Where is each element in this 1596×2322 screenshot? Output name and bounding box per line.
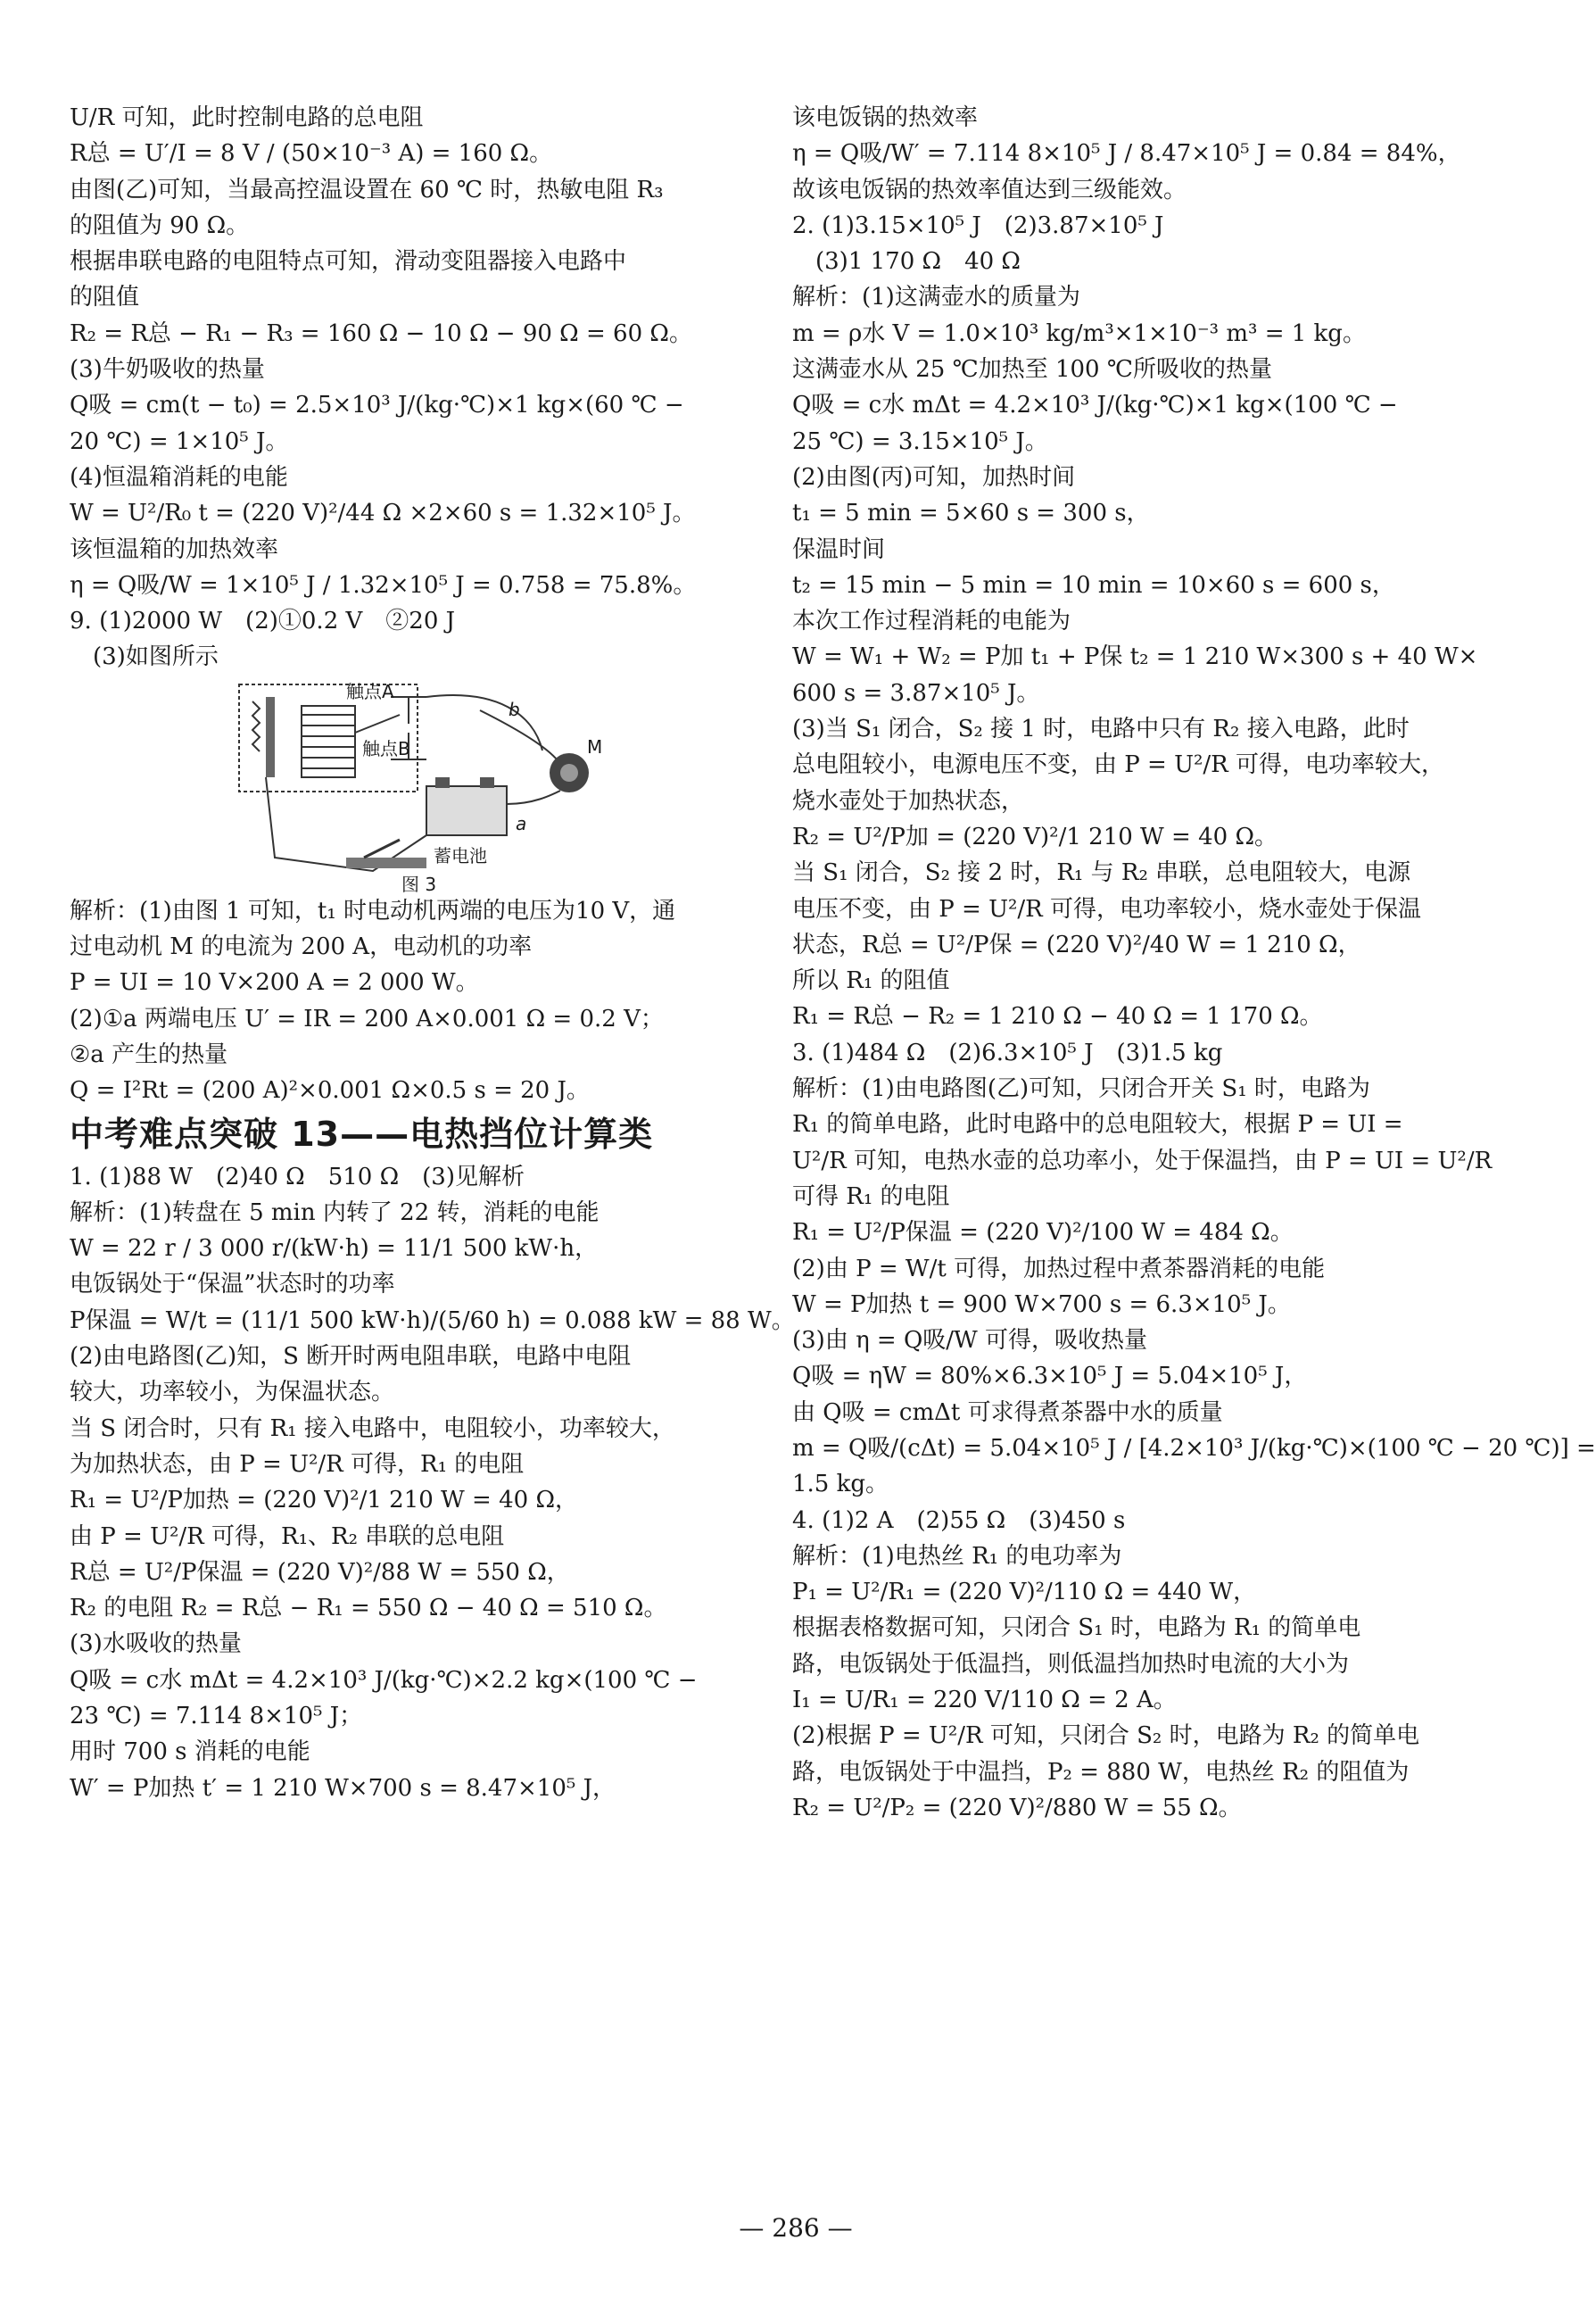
- text-line: W′ = P加热 t′ = 1 210 W×700 s = 8.47×10⁵ J，: [70, 1774, 616, 1802]
- text-line: W = P加热 t = 900 W×700 s = 6.3×10⁵ J。: [792, 1290, 1291, 1318]
- text-line: 用时 700 s 消耗的电能: [70, 1738, 310, 1766]
- text-line: R₁ 的简单电路，此时电路中的总电阻较大，根据 P = UI =: [792, 1111, 1403, 1139]
- text-line: 25 ℃) = 3.15×10⁵ J。: [792, 427, 1048, 455]
- text-line: (3)水吸收的热量: [70, 1630, 242, 1658]
- text-line: 20 ℃) = 1×10⁵ J。: [70, 427, 289, 455]
- armature: [266, 697, 275, 777]
- text-line: (2)根据 P = U²/R 可知，只闭合 S₂ 时，电路为 R₂ 的简单电: [792, 1722, 1420, 1750]
- text-line: (3)1 170 Ω 40 Ω: [792, 248, 1021, 276]
- left-text-block-c: [70, 1159, 795, 1806]
- circuit-figure: [212, 679, 712, 893]
- right-column: [792, 100, 1596, 1826]
- text-line: 的阻值为 90 Ω。: [70, 211, 250, 239]
- text-line: 解析：(1)这满壶水的质量为: [792, 284, 1080, 311]
- label-b: b: [509, 698, 520, 720]
- text-line: R总 = U²/P保温 = (220 V)²/88 W = 550 Ω，: [70, 1558, 570, 1586]
- text-line: 本次工作过程消耗的电能为: [792, 608, 1071, 635]
- text-line: 电饭锅处于“保温”状态时的功率: [70, 1271, 395, 1298]
- text-line: η = Q吸/W = 1×10⁵ J / 1.32×10⁵ J = 0.758 = 75.8%。: [70, 571, 697, 599]
- text-line: 这满壶水从 25 ℃加热至 100 ℃所吸收的热量: [792, 356, 1272, 384]
- text-line: P = UI = 10 V×200 A = 2 000 W。: [70, 969, 479, 997]
- label-contact-b: 触点B: [362, 737, 410, 759]
- left-text-block-a: [70, 100, 712, 676]
- text-line: (3)当 S₁ 闭合，S₂ 接 1 时，电路中只有 R₂ 接入电路，此时: [792, 716, 1410, 743]
- text-line: I₁ = U/R₁ = 220 V/110 Ω = 2 A。: [792, 1687, 1177, 1714]
- text-line: 故该电饭锅的热效率值达到三级能效。: [792, 176, 1187, 203]
- text-line: t₂ = 15 min − 5 min = 10 min = 10×60 s = 600 s，: [792, 571, 1395, 599]
- text-line: 1.5 kg。: [792, 1471, 889, 1498]
- text-line: 由 Q吸 = cmΔt 可求得煮茶器中水的质量: [792, 1398, 1223, 1426]
- switch-base: [346, 858, 426, 868]
- electromagnet: [302, 706, 355, 777]
- label-m: M: [587, 735, 603, 758]
- text-line: 的阻值: [70, 284, 140, 311]
- spring: [252, 701, 260, 751]
- text-line: (3)如图所示: [70, 643, 219, 671]
- text-line: 由图(乙)可知，当最高控温设置在 60 ℃ 时，热敏电阻 R₃: [70, 176, 664, 203]
- text-line: P₁ = U²/R₁ = (220 V)²/110 Ω = 440 W，: [792, 1579, 1257, 1606]
- text-line: 电压不变，由 P = U²/R 可得，电功率较小，烧水壶处于保温: [792, 895, 1422, 923]
- text-line: W = U²/R₀ t = (220 V)²/44 Ω ×2×60 s = 1.32×10⁵ J。: [70, 500, 696, 527]
- battery-terminal-1: [435, 777, 450, 788]
- text-line: η = Q吸/W′ = 7.114 8×10⁵ J / 8.47×10⁵ J = 0.84 = 84%，: [792, 140, 1461, 168]
- text-line: Q吸 = cm(t − t₀) = 2.5×10³ J/(kg·℃)×1 kg×(60 ℃ −: [70, 392, 684, 419]
- text-line: t₁ = 5 min = 5×60 s = 300 s，: [792, 500, 1150, 527]
- text-line: R₂ = U²/P加 = (220 V)²/1 210 W = 40 Ω。: [792, 823, 1278, 850]
- text-line: 过电动机 M 的电流为 200 A，电动机的功率: [70, 933, 533, 961]
- text-line: 较大，功率较小，为保温状态。: [70, 1379, 395, 1406]
- text-line: 路，电饭锅处于低温挡，则低温挡加热时电流的大小为: [792, 1650, 1350, 1678]
- wire-b: [426, 695, 560, 764]
- text-line: 当 S 闭合时，只有 R₁ 接入电路中，电阻较小，功率较大，: [70, 1414, 675, 1442]
- battery: [426, 786, 507, 835]
- text-line: R₂ 的电阻 R₂ = R总 − R₁ = 550 Ω − 40 Ω = 510 Ω。: [70, 1595, 667, 1622]
- text-line: R₂ = R总 − R₁ − R₃ = 160 Ω − 10 Ω − 90 Ω = 60 Ω。: [70, 319, 692, 347]
- text-line: (2)由电路图(乙)知，S 断开时两电阻串联，电路中电阻: [70, 1343, 632, 1371]
- text-line: 4. (1)2 A (2)55 Ω (3)450 s: [792, 1506, 1126, 1534]
- battery-terminal-2: [480, 777, 494, 788]
- text-line: 保温时间: [792, 535, 886, 563]
- text-line: W = 22 r / 3 000 r/(kW·h) = 11/1 500 kW·h，: [70, 1235, 599, 1263]
- label-contact-a: 触点A: [346, 680, 394, 702]
- text-line: R₁ = U²/P加热 = (220 V)²/1 210 W = 40 Ω，: [70, 1487, 578, 1514]
- text-line: R₁ = R总 − R₂ = 1 210 Ω − 40 Ω = 1 170 Ω。: [792, 1003, 1323, 1031]
- text-line: 23 ℃) = 7.114 8×10⁵ J；: [70, 1702, 363, 1729]
- text-line: Q吸 = ηW = 80%×6.3×10⁵ J = 5.04×10⁵ J，: [792, 1363, 1308, 1390]
- text-line: 解析：(1)由电路图(乙)可知，只闭合开关 S₁ 时，电路为: [792, 1075, 1370, 1103]
- text-line: U/R 可知，此时控制电路的总电阻: [70, 104, 424, 131]
- wire-a: [507, 791, 560, 804]
- text-line: 600 s = 3.87×10⁵ J。: [792, 679, 1040, 707]
- motor-shaft: [560, 764, 578, 782]
- section-heading: 中考难点突破 13——电热挡位计算类: [70, 1114, 654, 1154]
- text-line: P保温 = W/t = (11/1 500 kW·h)/(5/60 h) = 0.088 kW = 88 W。: [70, 1306, 795, 1334]
- text-line: 当 S₁ 闭合，S₂ 接 2 时，R₁ 与 R₂ 串联，总电阻较大，电源: [792, 859, 1411, 887]
- text-line: 路，电饭锅处于中温挡，P₂ = 880 W，电热丝 R₂ 的阻值为: [792, 1758, 1410, 1786]
- text-line: 9. (1)2000 W (2)①0.2 V ②20 J: [70, 608, 456, 635]
- text-line: 状态，R总 = U²/P保 = (220 V)²/40 W = 1 210 Ω，: [792, 931, 1361, 958]
- text-line: Q吸 = c水 mΔt = 4.2×10³ J/(kg·℃)×1 kg×(100 ℃ −: [792, 392, 1398, 419]
- text-line: m = ρ水 V = 1.0×10³ kg/m³×1×10⁻³ m³ = 1 kg。: [792, 319, 1366, 347]
- page-number: — 286 —: [739, 2213, 853, 2243]
- text-line: 烧水壶处于加热状态，: [792, 787, 1025, 815]
- text-line: 解析：(1)由图 1 可知，t₁ 时电动机两端的电压为10 V，通: [70, 897, 676, 925]
- text-line: (2)由图(丙)可知，加热时间: [792, 463, 1076, 491]
- text-line: (3)牛奶吸收的热量: [70, 356, 265, 384]
- text-line: W = W₁ + W₂ = P加 t₁ + P保 t₂ = 1 210 W×300 s + 40 W×: [792, 643, 1478, 671]
- text-line: 该恒温箱的加热效率: [70, 535, 279, 563]
- text-line: m = Q吸/(cΔt) = 5.04×10⁵ J / [4.2×10³ J/(kg·℃)×(100 ℃ − 20 ℃)] =: [792, 1434, 1596, 1462]
- text-line: 解析：(1)电热丝 R₁ 的电功率为: [792, 1542, 1122, 1570]
- text-line: Q吸 = c水 mΔt = 4.2×10³ J/(kg·℃)×2.2 kg×(100 ℃ −: [70, 1666, 698, 1694]
- contact-lever: [355, 715, 400, 733]
- text-line: 总电阻较小，电源电压不变，由 P = U²/R 可得，电功率较大，: [792, 751, 1445, 779]
- figure-caption: 图 3: [401, 873, 437, 895]
- text-line: (2)①a 两端电压 U′ = IR = 200 A×0.001 Ω = 0.2 V；: [70, 1005, 664, 1032]
- text-line: 3. (1)484 Ω (2)6.3×10⁵ J (3)1.5 kg: [792, 1039, 1223, 1066]
- text-line: 解析：(1)转盘在 5 min 内转了 22 转，消耗的电能: [70, 1198, 600, 1226]
- text-line: 由 P = U²/R 可得，R₁、R₂ 串联的总电阻: [70, 1522, 505, 1550]
- label-a: a: [516, 812, 527, 834]
- left-text-block-b: [70, 893, 712, 1109]
- text-line: 可得 R₁ 的电阻: [792, 1182, 950, 1210]
- label-battery: 蓄电池: [434, 844, 487, 867]
- coil: [302, 715, 355, 768]
- text-line: (3)由 η = Q吸/W 可得，吸收热量: [792, 1327, 1148, 1355]
- text-line: (2)由 P = W/t 可得，加热过程中煮茶器消耗的电能: [792, 1255, 1326, 1282]
- text-line: R₂ = U²/P₂ = (220 V)²/880 W = 55 Ω。: [792, 1794, 1242, 1821]
- text-line: U²/R 可知，电热水壶的总功率小，处于保温挡，由 P = UI = U²/R: [792, 1147, 1493, 1174]
- text-line: R₁ = U²/P保温 = (220 V)²/100 W = 484 Ω。: [792, 1219, 1294, 1247]
- left-column: [70, 100, 795, 1806]
- text-line: Q = I²Rt = (200 A)²×0.001 Ω×0.5 s = 20 J。: [70, 1077, 590, 1105]
- text-line: 1. (1)88 W (2)40 Ω 510 Ω (3)见解析: [70, 1163, 525, 1190]
- text-line: 该电饭锅的热效率: [792, 104, 979, 131]
- right-text-block: [792, 100, 1596, 1826]
- switch-lever: [364, 840, 400, 858]
- text-line: R总 = U′/I = 8 V / (50×10⁻³ A) = 160 Ω。: [70, 140, 553, 168]
- text-line: (4)恒温箱消耗的电能: [70, 463, 288, 491]
- text-line: ②a 产生的热量: [70, 1041, 228, 1068]
- text-line: 2. (1)3.15×10⁵ J (2)3.87×10⁵ J: [792, 211, 1164, 239]
- text-line: 为加热状态，由 P = U²/R 可得，R₁ 的电阻: [70, 1450, 525, 1478]
- text-line: 根据串联电路的电阻特点可知，滑动变阻器接入电路中: [70, 248, 627, 276]
- text-line: 根据表格数据可知，只闭合 S₁ 时，电路为 R₁ 的简单电: [792, 1614, 1361, 1642]
- text-line: 所以 R₁ 的阻值: [792, 967, 950, 995]
